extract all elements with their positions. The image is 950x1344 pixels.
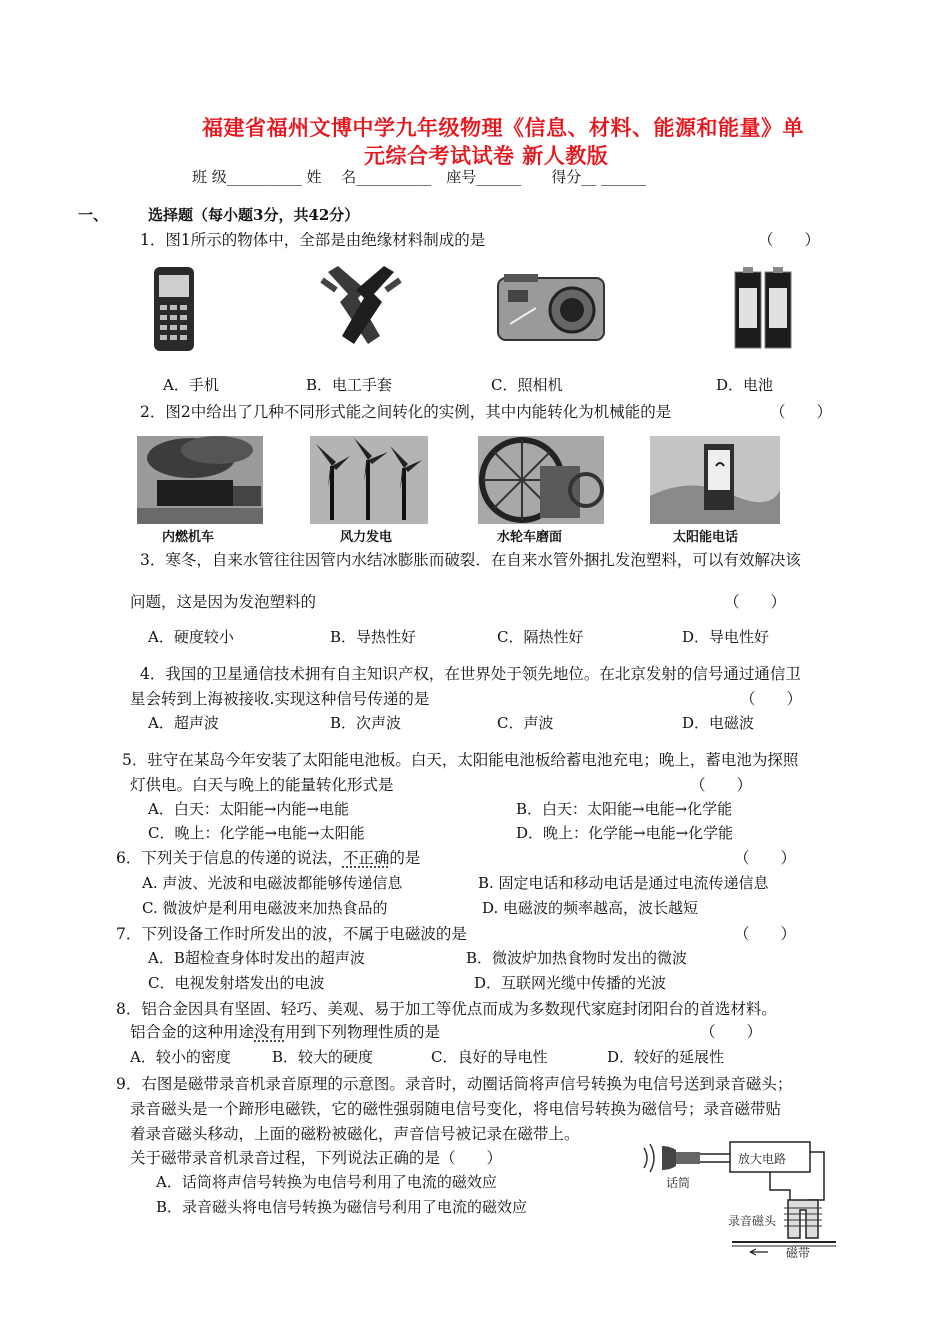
q6-option-b: B. 固定电话和移动电话是通过电流传递信息	[478, 874, 769, 892]
q2-caption-3: 水轮车磨面	[497, 530, 563, 545]
q7-paren: （ ）	[734, 925, 797, 943]
q7-option-d: D．互联网光缆中传播的光波	[474, 974, 667, 992]
q6-option-d: D. 电磁波的频率越高，波长越短	[482, 899, 699, 917]
phone-icon	[152, 265, 196, 353]
q8-option-a: A．较小的密度	[130, 1048, 231, 1066]
q2-caption-2: 风力发电	[340, 530, 393, 545]
q6-paren: （ ）	[734, 849, 797, 867]
recording-head-label: 录音磁头	[728, 1214, 777, 1228]
q6-stem-pre: 6．下列关于信息的传递的说法，	[116, 849, 343, 867]
q6-stem-emphasis: 不正确	[342, 849, 390, 867]
recording-head-shape	[788, 1200, 818, 1238]
q4-paren: （ ）	[740, 690, 803, 708]
q3-option-c: C．隔热性好	[497, 628, 584, 646]
title-line-2: 元综合考试试卷 新人教版	[364, 143, 609, 168]
q3-paren: （ ）	[724, 593, 787, 611]
amplifier-label: 放大电路	[738, 1152, 787, 1166]
q2-caption-4: 太阳能电话	[673, 530, 739, 545]
q2-caption-1: 内燃机车	[162, 530, 215, 545]
q6-stem	[116, 846, 420, 868]
q5-option-c: C．晚上：化学能→电能→太阳能	[148, 824, 365, 842]
waterwheel-photo	[478, 436, 604, 524]
title-line-1: 福建省福州文博中学九年级物理《信息、材料、能源和能量》单	[202, 115, 804, 140]
q1-option-b: B．电工手套	[306, 376, 393, 394]
q2-paren: （ ）	[770, 403, 833, 421]
q6-option-c: C. 微波炉是利用电磁波来加热食品的	[142, 899, 388, 917]
q9-option-b: B．录音磁头将电信号转换为磁信号利用了电流的磁效应	[156, 1198, 528, 1216]
q5-option-b: B．白天：太阳能→电能→化学能	[516, 800, 733, 818]
locomotive-photo	[137, 436, 263, 524]
section-number: 一、	[78, 206, 109, 224]
q8-line-2	[130, 1020, 440, 1042]
q7-stem: 7．下列设备工作时所发出的波，不属于电磁波的是	[116, 925, 467, 943]
q2-stem: 2．图2中给出了几种不同形式能之间转化的实例，其中内能转化为机械能的是	[140, 403, 672, 421]
q3-option-d: D．导电性好	[682, 628, 770, 646]
q1-option-d: D．电池	[716, 376, 774, 394]
q9-line-4: 关于磁带录音机录音过程，下列说法正确的是（ ）	[130, 1149, 503, 1167]
q5-line-1: 5．驻守在某岛今年安装了太阳能电池板。白天，太阳能电池板给蓄电池充电；晚上，蓄电池为探照	[122, 751, 799, 769]
q8-line-2-pre: 铝合金的这种用途	[130, 1023, 255, 1041]
camera-icon	[496, 272, 606, 342]
q5-line-2: 灯供电。白天与晚上的能量转化形式是	[130, 776, 394, 794]
battery-icon	[733, 266, 793, 350]
section-heading: 选择题（每小题3分，共42分）	[148, 206, 360, 224]
q3-option-a: A．硬度较小	[148, 628, 234, 646]
microphone-icon	[644, 1144, 700, 1172]
q7-option-c: C．电视发射塔发出的电波	[148, 974, 325, 992]
q8-paren: （ ）	[700, 1023, 763, 1041]
q9-option-a: A．话筒将声信号转换为电信号利用了电流的磁效应	[156, 1173, 497, 1191]
q8-line-2-post: 用到下列物理性质的是	[285, 1023, 441, 1041]
q9-line-3: 着录音磁头移动，上面的磁粉被磁化，声音信号被记录在磁带上。	[130, 1125, 580, 1143]
q8-line-2-emphasis: 没有	[254, 1023, 286, 1041]
q3-line-2: 问题，这是因为发泡塑料的	[130, 593, 317, 611]
q4-option-c: C．声波	[497, 714, 554, 732]
q4-line-1: 4．我国的卫星通信技术拥有自主知识产权，在世界处于领先地位。在北京发射的信号通过通信卫	[140, 665, 801, 683]
tape-label: 磁带	[786, 1246, 811, 1260]
q7-option-a: A．B超检查身体时发出的超声波	[148, 949, 365, 967]
student-info-line: 班 级__________ 姓 名__________ 座号______ 得分__ ______	[192, 168, 647, 186]
q8-line-1: 8．铝合金因具有坚固、轻巧、美观、易于加工等优点而成为多数现代家庭封闭阳台的首选材料。	[116, 1000, 777, 1018]
q6-stem-post: 的是	[389, 849, 421, 867]
q3-line-1: 3．寒冬，自来水管往往因管内水结冰膨胀而破裂．在自来水管外捆扎发泡塑料，可以有效解决该	[140, 551, 801, 569]
q9-line-2: 录音磁头是一个蹄形电磁铁，它的磁性强弱随电信号变化，将电信号转换为磁信号；录音磁带贴	[130, 1100, 782, 1118]
q8-option-c: C．良好的导电性	[431, 1048, 548, 1066]
wind-power-photo	[310, 436, 428, 524]
q4-option-a: A．超声波	[148, 714, 219, 732]
q4-option-b: B．次声波	[330, 714, 402, 732]
q8-option-d: D．较好的延展性	[607, 1048, 725, 1066]
q9-line-1: 9．右图是磁带录音机录音原理的示意图。录音时，动圈话筒将声信号转换为电信号送到录音磁头；	[116, 1075, 793, 1093]
q5-option-a: A．白天：太阳能→内能→电能	[148, 800, 349, 818]
q4-line-2: 星会转到上海被接收.实现这种信号传递的是	[130, 690, 430, 708]
q1-option-c: C．照相机	[491, 376, 563, 394]
q8-option-b: B．较大的硬度	[272, 1048, 374, 1066]
q1-option-a: A．手机	[163, 376, 219, 394]
solar-phone-photo	[650, 436, 780, 524]
microphone-label: 话筒	[666, 1176, 691, 1190]
q1-stem: 1．图1所示的物体中，全部是由绝缘材料制成的是	[140, 231, 486, 249]
q7-option-b: B．微波炉加热食物时发出的微波	[466, 949, 688, 967]
q5-paren: （ ）	[690, 776, 753, 794]
q5-option-d: D．晚上：化学能→电能→化学能	[516, 824, 734, 842]
q1-paren: （ ）	[758, 231, 821, 249]
q3-option-b: B．导热性好	[330, 628, 417, 646]
gloves-icon	[318, 264, 404, 350]
q4-option-d: D．电磁波	[682, 714, 755, 732]
q6-option-a: A. 声波、光波和电磁波都能够传递信息	[142, 874, 403, 892]
